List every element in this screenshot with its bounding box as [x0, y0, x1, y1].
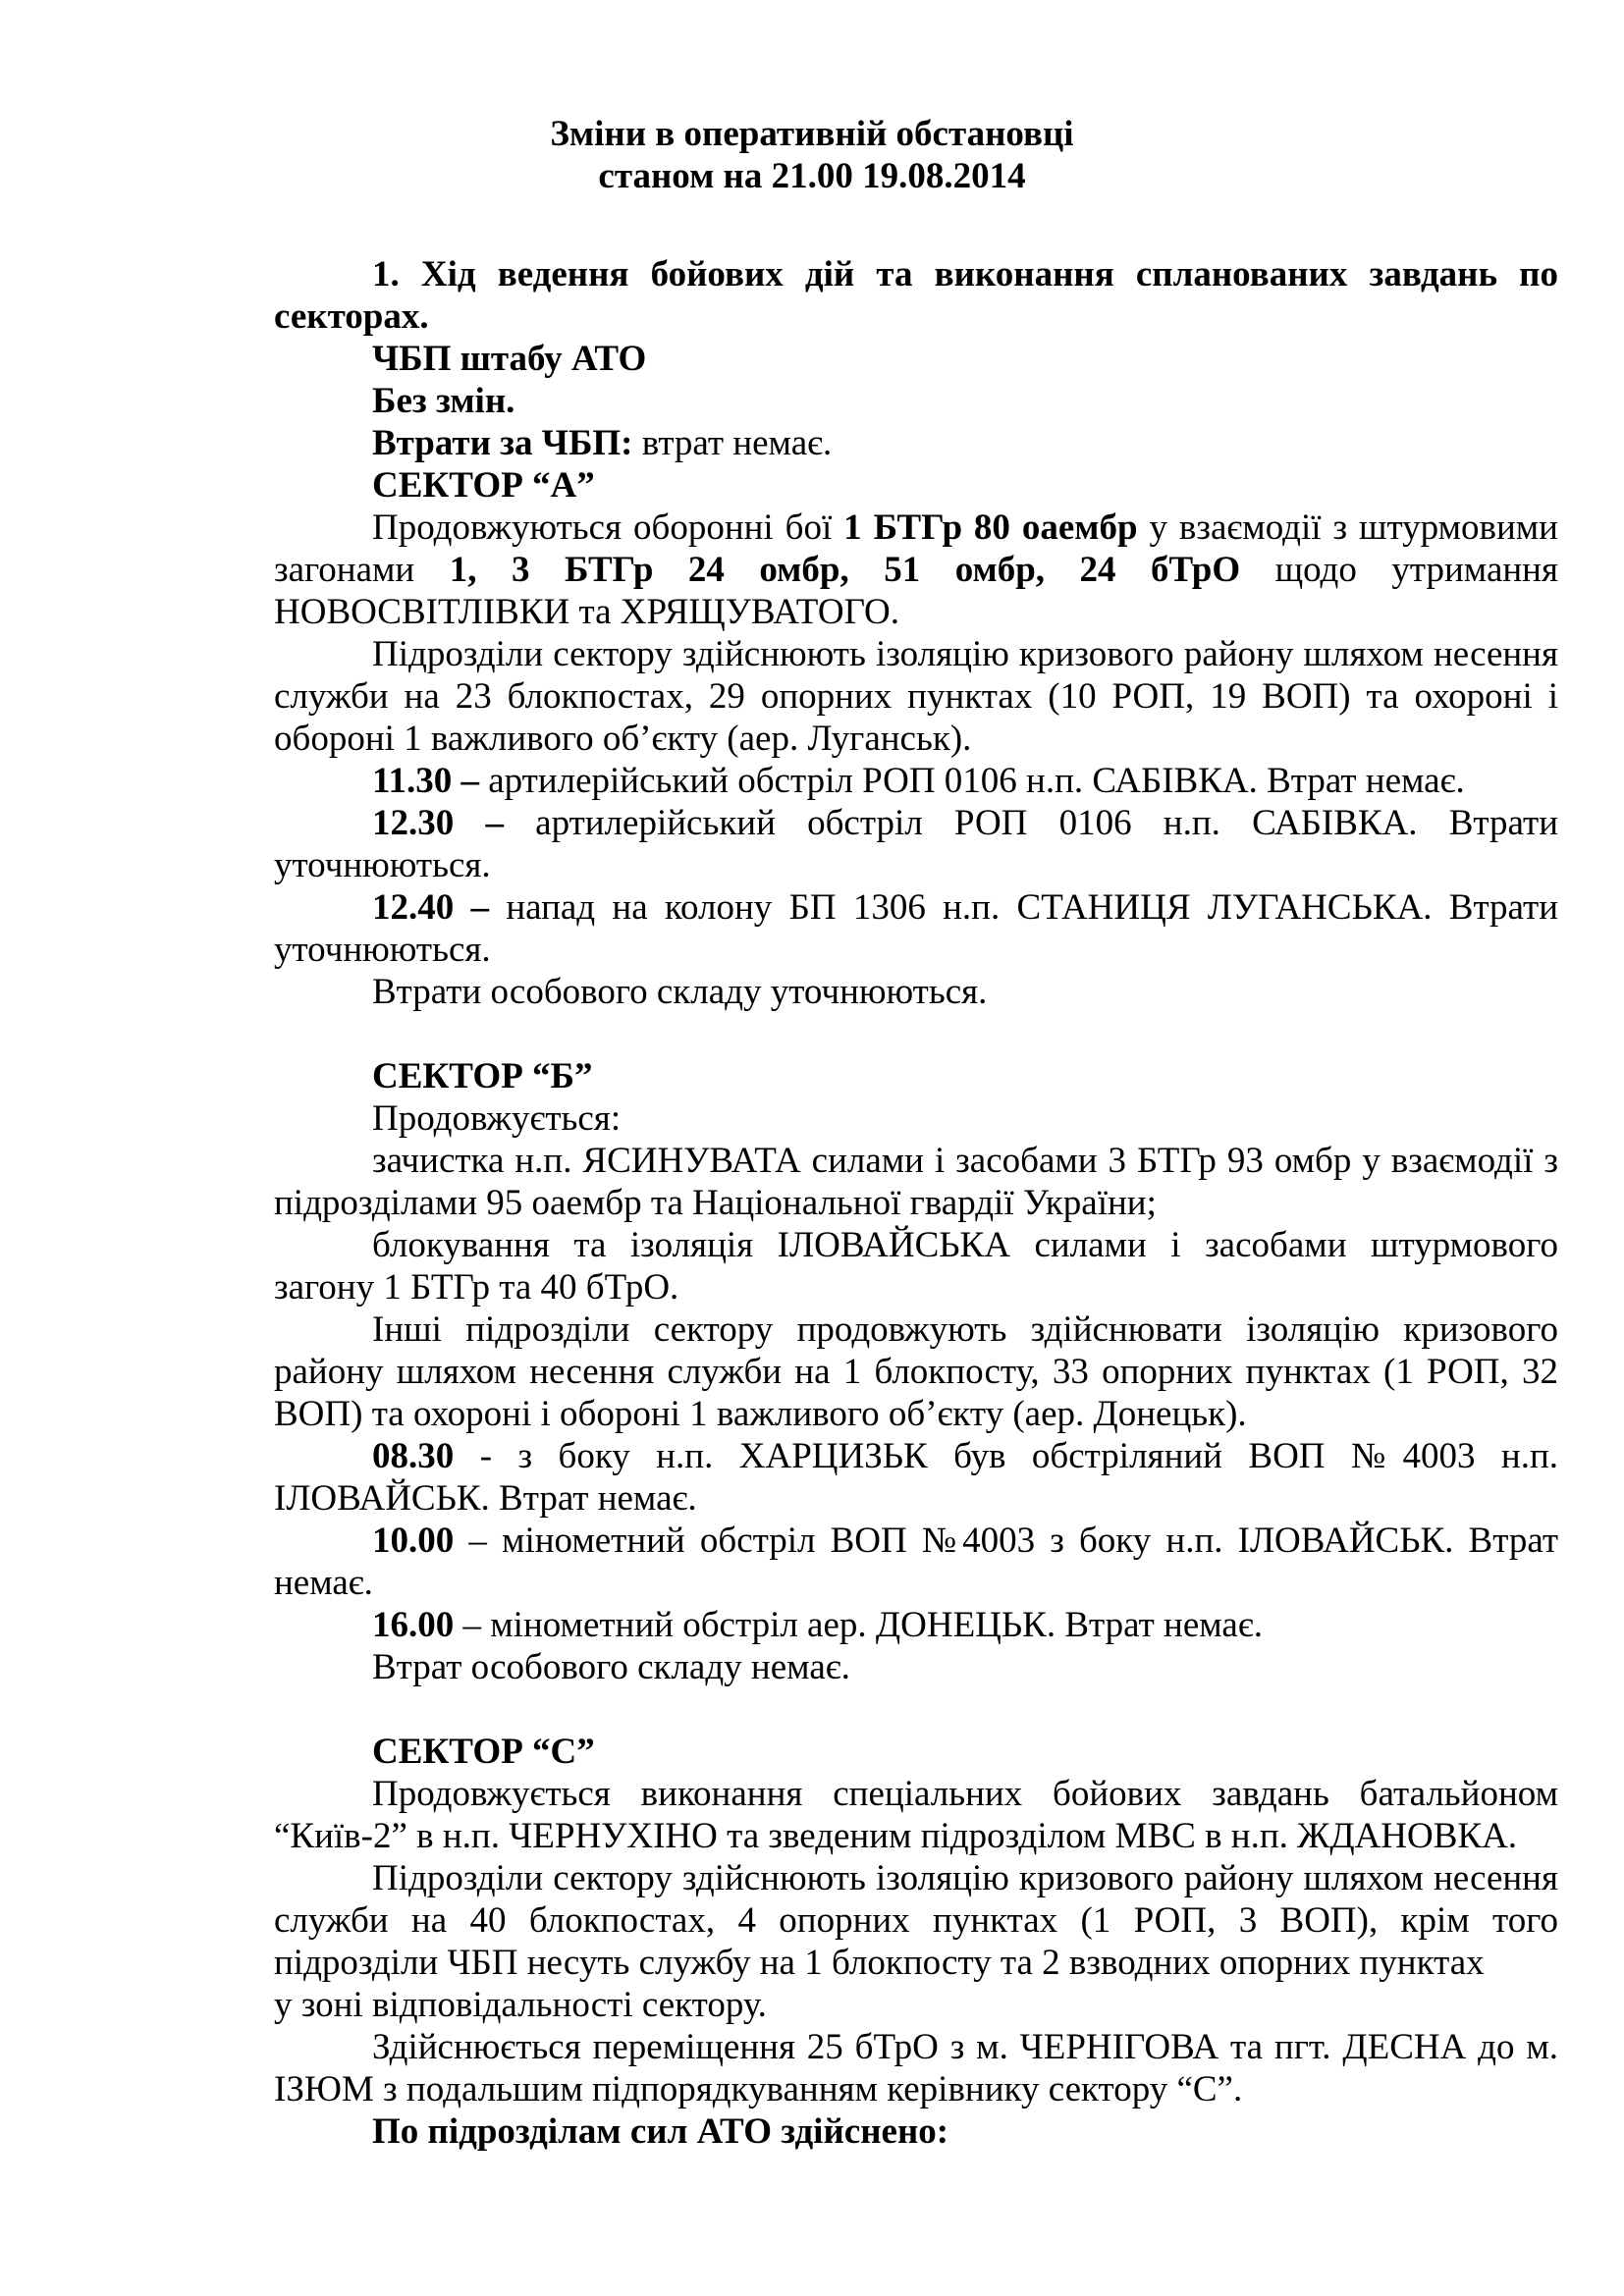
sector-a-paragraph-1: Продовжуються оборонні бої 1 БТГр 80 оаембр у взаємодії з штурмовими загонами 1, 3 БТГр 24 омбр, 51 омбр, 24 бТрО щодо утримання НОВОСВІТЛІВКИ та ХРЯЩУВАТОГО. — [274, 507, 1558, 632]
sector-b-item: зачистка н.п. ЯСИНУВАТА силами і засобами 3 БТГр 93 омбр у взаємодії з підрозділами 95 оаембр та Національної гвардії України; — [274, 1141, 1558, 1223]
document-subtitle: станом на 21.00 19.08.2014 — [598, 156, 1026, 196]
sector-c-paragraph-2-continued: у зоні відповідальності сектору. — [274, 1985, 767, 2025]
sector-c-final-heading: По підрозділам сил АТО здійснено: — [372, 2111, 949, 2152]
sector-c-heading: СЕКТОР “С” — [372, 1732, 595, 1772]
sector-a-heading: СЕКТОР “А” — [372, 465, 595, 506]
sector-c-paragraph-3: Здійснюється переміщення 25 бТрО з м. ЧЕРНІГОВА та пгт. ДЕСНА до м. ІЗЮМ з подальшим підпорядкуванням керівнику сектору “С”. — [274, 2027, 1558, 2109]
sector-b-heading: СЕКТОР “Б” — [372, 1056, 593, 1096]
chbp-no-change: Без змін. — [372, 381, 515, 421]
sector-b-paragraph: Інші підрозділи сектору продовжують здійснювати ізоляцію кризового району шляхом несення служби на 1 блокпосту, 33 опорних пунктах (1 РОП, 32 ВОП) та охороні і обороні 1 важливого об’єкту (аер. Донецьк). — [274, 1309, 1558, 1434]
document-title: Зміни в оперативній обстановці — [550, 114, 1074, 154]
sector-a-losses: Втрати особового складу уточнюються. — [372, 972, 988, 1012]
sector-a-event: 11.30 – артилерійський обстріл РОП 0106 н.п. САБІВКА. Втрат немає. — [372, 761, 1465, 801]
document-body — [274, 253, 1558, 2153]
sector-b-event: 16.00 – мінометний обстріл аер. ДОНЕЦЬК. Втрат немає. — [372, 1605, 1263, 1645]
chbp-losses: Втрати за ЧБП: втрат немає. — [372, 423, 833, 463]
section-heading: 1. Хід ведення бойових дій та виконання спланованих завдань по секторах. — [274, 254, 1558, 337]
sector-a-event: 12.30 – артилерійський обстріл РОП 0106 н.п. САБІВКА. Втрати уточнюються. — [274, 803, 1558, 885]
sector-b-event: 10.00 – мінометний обстріл ВОП №4003 з боку н.п. ІЛОВАЙСЬК. Втрат немає. — [274, 1521, 1558, 1603]
sector-b-continues: Продовжується: — [372, 1098, 622, 1139]
sector-b-event: 08.30 - з боку н.п. ХАРЦИЗЬК був обстріляний ВОП №4003 н.п. ІЛОВАЙСЬК. Втрат немає. — [274, 1436, 1558, 1519]
sector-a-paragraph-2: Підрозділи сектору здійснюють ізоляцію кризового району шляхом несення служби на 23 блокпостах, 29 опорних пунктах (10 РОП, 19 ВОП) та охороні і обороні 1 важливого об’єкту (аер. Луганськ). — [274, 634, 1558, 759]
chbp-heading: ЧБП штабу АТО — [372, 339, 647, 379]
sector-b-item: блокування та ізоляція ІЛОВАЙСЬКА силами і засобами штурмового загону 1 БТГр та 40 бТрО. — [274, 1225, 1558, 1308]
sector-c-paragraph-1: Продовжується виконання спеціальних бойових завдань батальйоном “Київ-2” в н.п. ЧЕРНУХІНО та зведеним підрозділом МВС в н.п. ЖДАНОВКА. — [274, 1774, 1558, 1856]
sector-b-losses: Втрат особового складу немає. — [372, 1647, 850, 1687]
sector-a-event: 12.40 – напад на колону БП 1306 н.п. СТАНИЦЯ ЛУГАНСЬКА. Втрати уточнюються. — [274, 887, 1558, 970]
sector-c-paragraph-2: Підрозділи сектору здійснюють ізоляцію кризового району шляхом несення служби на 40 блокпостах, 4 опорних пунктах (1 РОП, 3 ВОП), крім того підрозділи ЧБП несуть службу на 1 блокпосту та 2 взводних опорних пунктах — [274, 1858, 1558, 1983]
